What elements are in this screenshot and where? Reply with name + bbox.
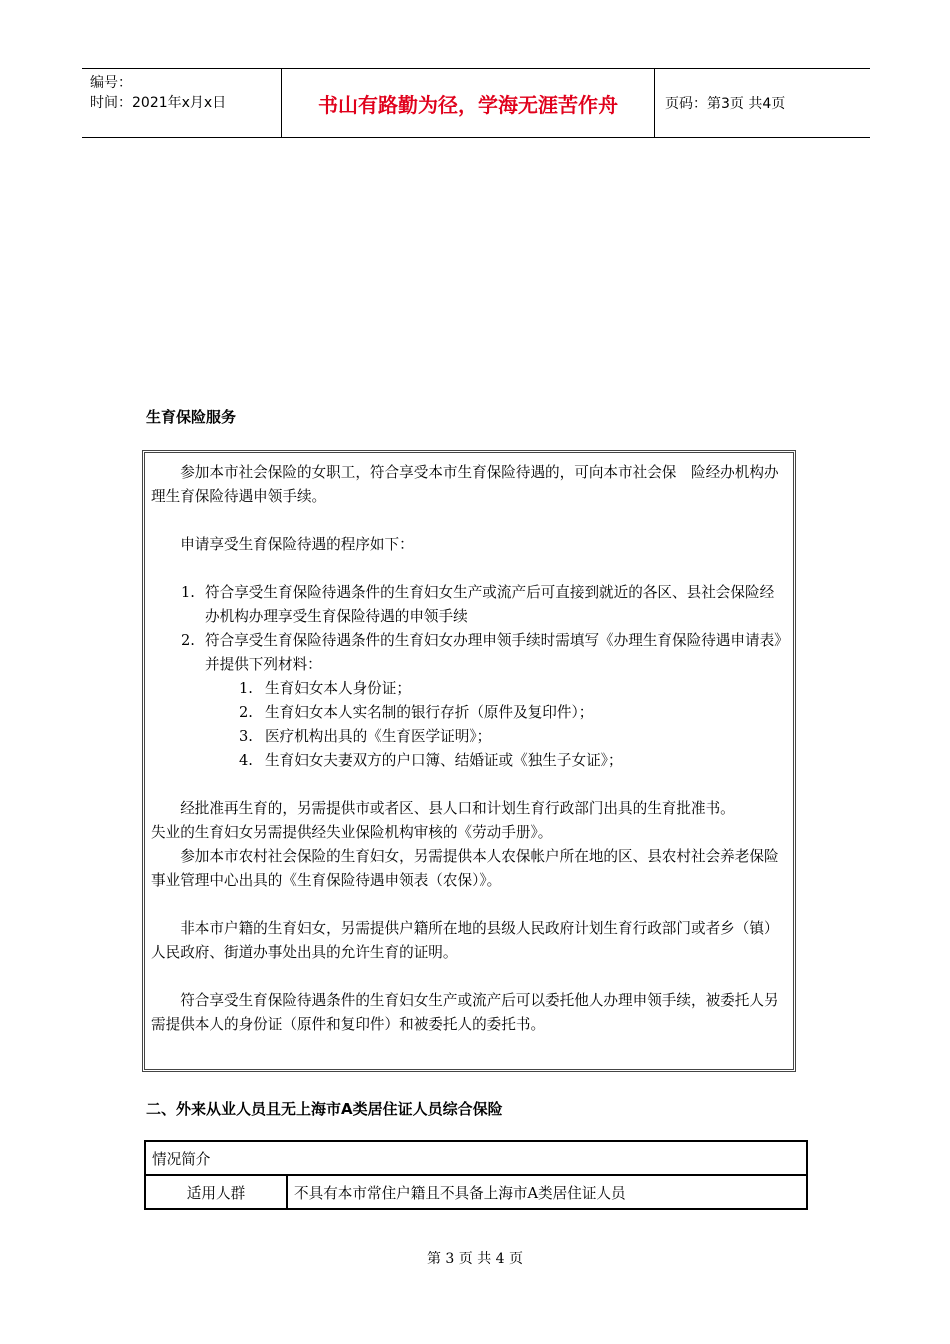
- list-item: 1. 生育妇女本人身份证；: [239, 680, 411, 697]
- paragraph: 符合享受生育保险待遇条件的生育妇女生产或流产后可以委托他人办理申领手续，被委托人另需提供本人的身份证（原件和复印件）和被委托人的委托书。: [151, 992, 779, 1033]
- table-header-cell: 情况简介: [145, 1141, 807, 1175]
- header-page-info: 页码：第3页 共4页: [665, 96, 786, 112]
- date-label: 时间：2021年x月x日: [90, 95, 227, 111]
- insurance-table: [144, 1140, 808, 1210]
- paragraph: 参加本市农村社会保险的生育妇女，另需提供本人农保帐户所在地的区、县农村社会养老保险事业管理中心出具的《生育保险待遇申领表（农保）》。: [151, 848, 779, 889]
- page-footer: 第 3 页 共 4 页: [426, 1251, 524, 1267]
- paragraph: 失业的生育妇女另需提供经失业保险机构审核的《劳动手册》。: [151, 824, 553, 841]
- header-slogan: 书山有路勤为径，学海无涯苦作舟: [282, 69, 655, 137]
- paragraph: 申请享受生育保险待遇的程序如下：: [180, 536, 414, 553]
- section-title-maternity: 生育保险服务: [146, 408, 237, 426]
- materials-list: [151, 677, 785, 773]
- page-header: [82, 68, 870, 138]
- header-meta: [82, 69, 282, 137]
- table-label-cell: 适用人群: [145, 1175, 287, 1209]
- list-item: 1. 符合享受生育保险待遇条件的生育妇女生产或流产后可直接到就近的各区、县社会保险经办机构办理享受生育保险待遇的申领手续: [181, 584, 775, 625]
- list-item: 4. 生育妇女夫妻双方的户口簿、结婚证或《独生子女证》；: [239, 752, 623, 769]
- list-item: 3. 医疗机构出具的《生育医学证明》；: [239, 728, 492, 745]
- paragraph: 非本市户籍的生育妇女，另需提供户籍所在地的县级人民政府计划生育行政部门或者乡（镇）人民政府、街道办事处出具的允许生育的证明。: [151, 920, 779, 961]
- list-item: 2. 生育妇女本人实名制的银行存折（原件及复印件）；: [239, 704, 594, 721]
- procedure-list: [151, 581, 785, 677]
- maternity-info-box: [142, 450, 796, 1072]
- table-value-cell: 不具有本市常住户籍且不具备上海市A类居住证人员: [287, 1175, 807, 1209]
- table-row: [145, 1175, 807, 1209]
- list-item: 2. 符合享受生育保险待遇条件的生育妇女办理申领手续时需填写《办理生育保险待遇申请表》并提供下列材料：: [181, 632, 782, 673]
- number-label: 编号：: [90, 75, 132, 91]
- table-row: [145, 1141, 807, 1175]
- paragraph: 参加本市社会保险的女职工，符合享受本市生育保险待遇的，可向本市社会保 险经办机构办理生育保险待遇申领手续。: [151, 464, 779, 505]
- paragraph: 经批准再生育的，另需提供市或者区、县人口和计划生育行政部门出具的生育批准书。: [180, 800, 735, 817]
- section-title-migrant-insurance: 二、外来从业人员且无上海市A类居住证人员综合保险: [146, 1100, 503, 1118]
